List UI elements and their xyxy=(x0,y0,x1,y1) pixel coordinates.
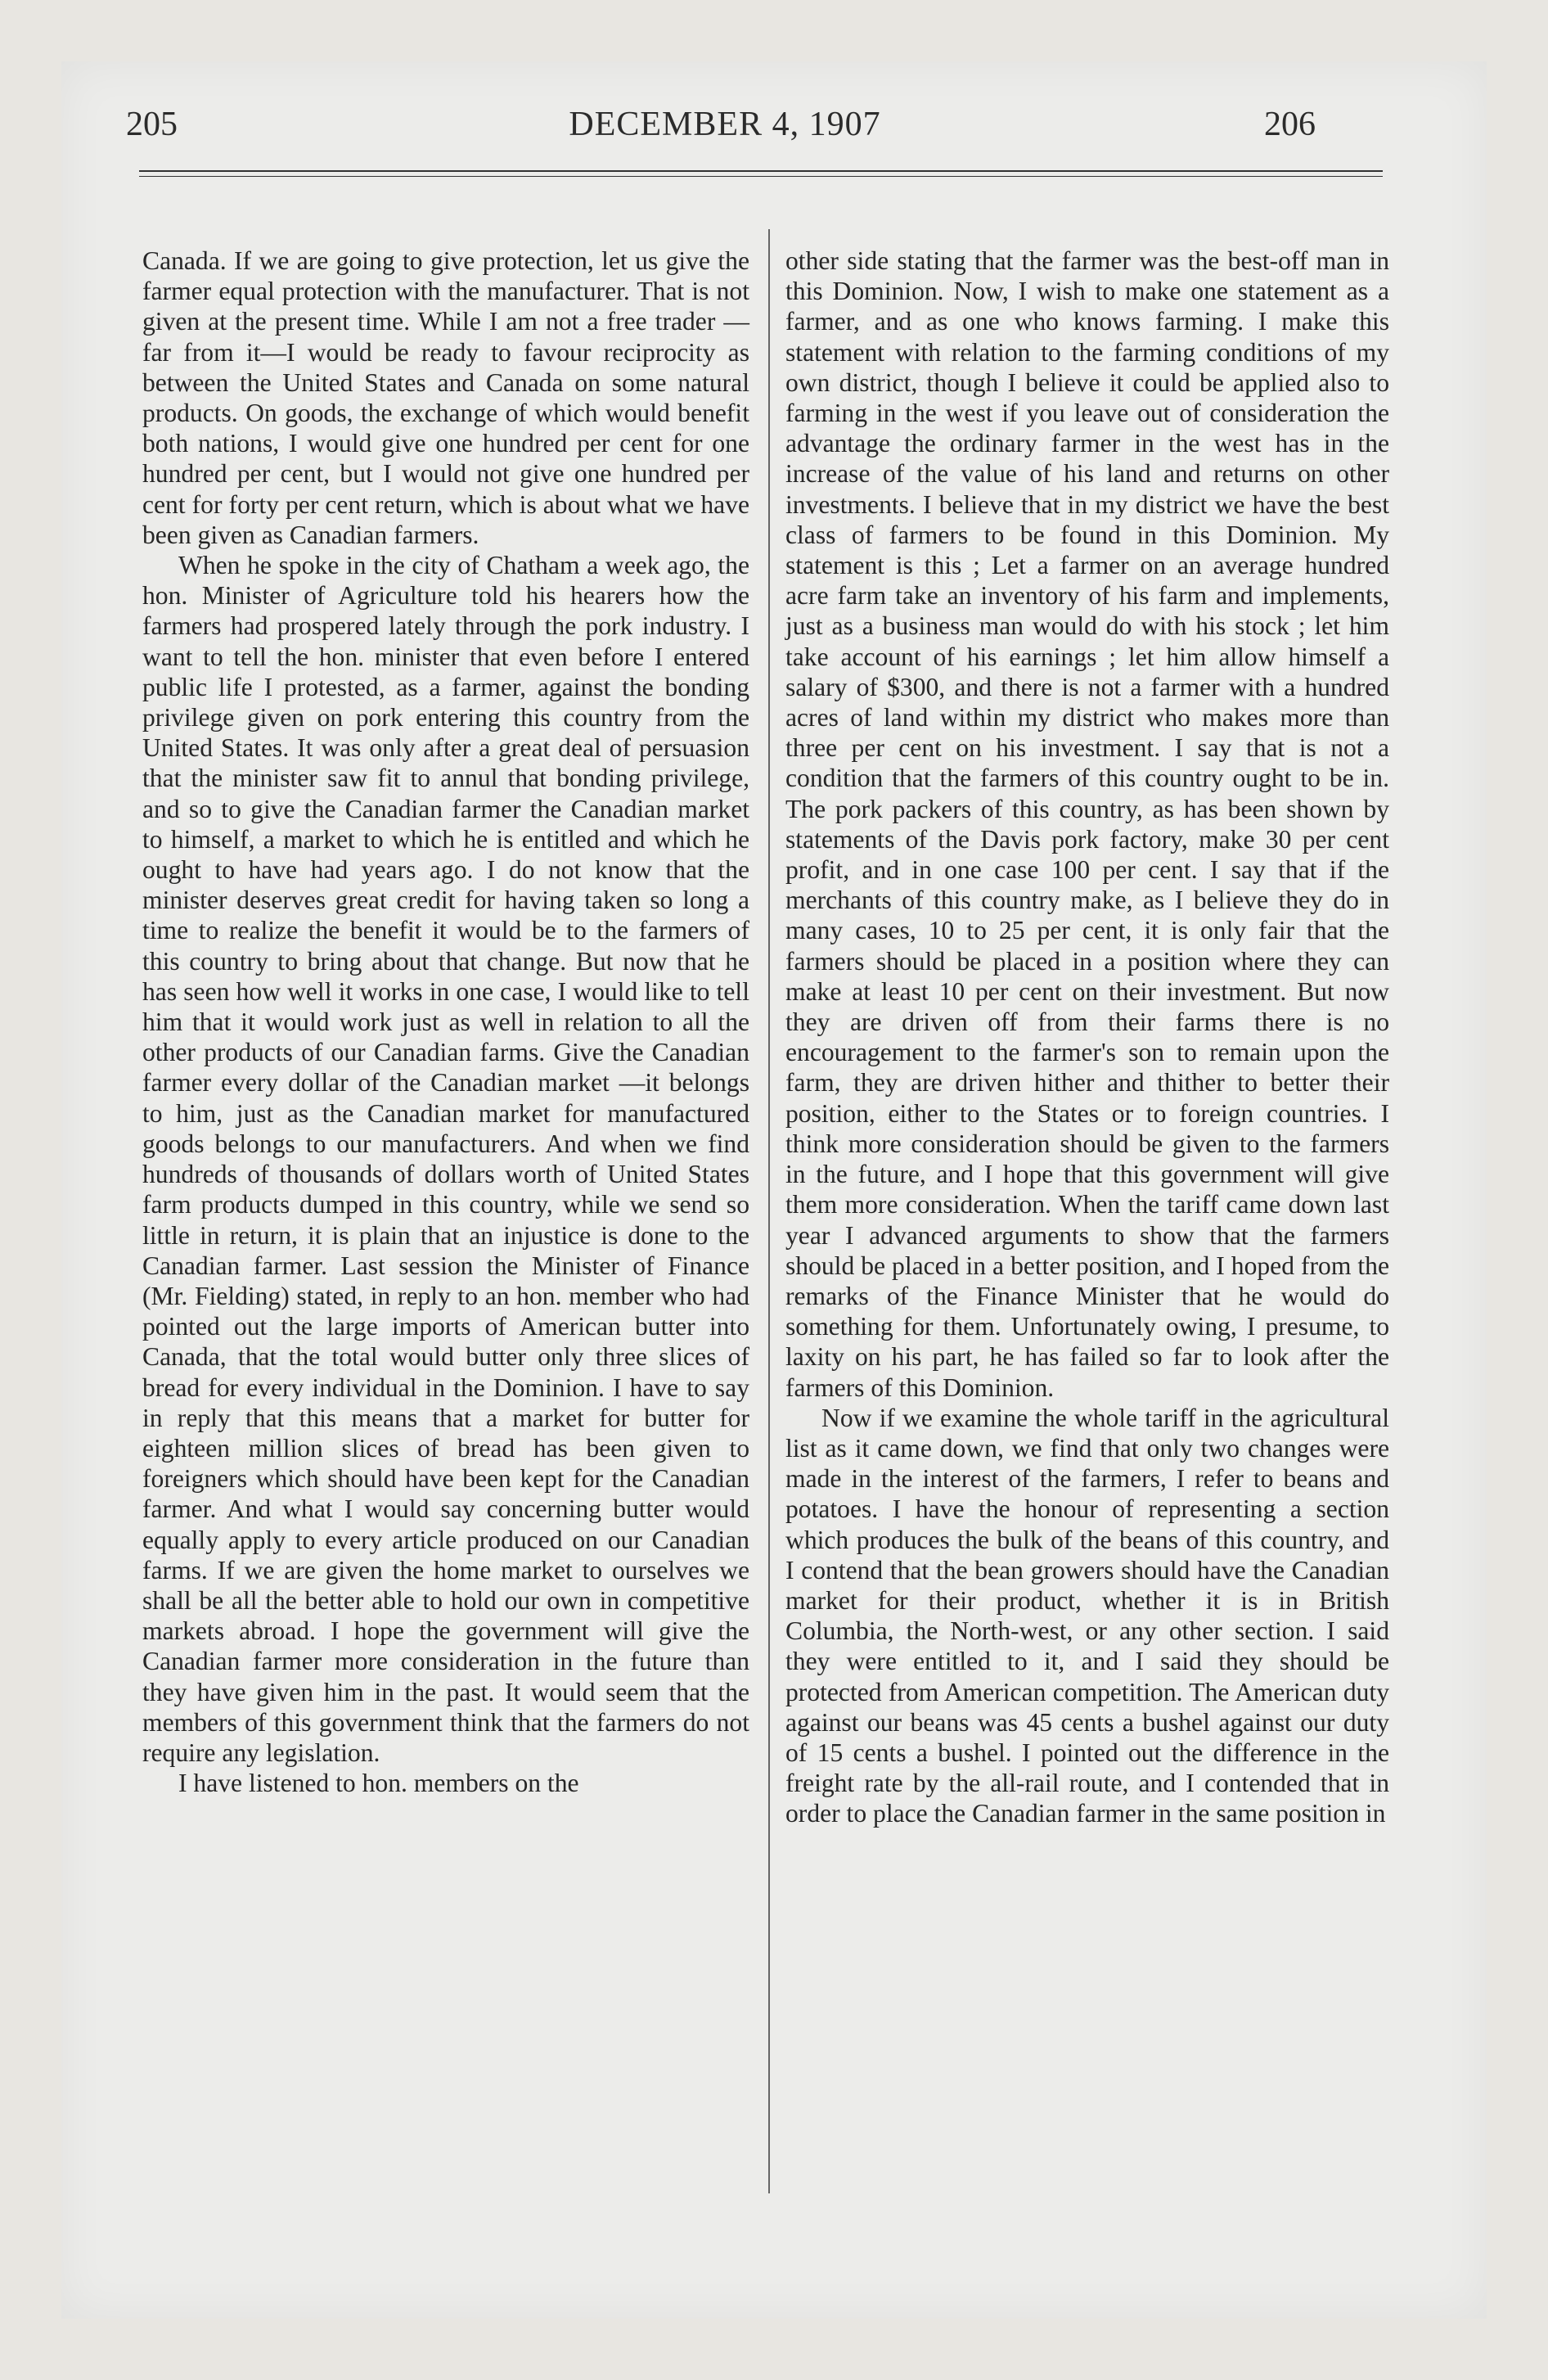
header-rule xyxy=(139,170,1383,177)
paragraph: When he spoke in the city of Chatham a week ago, the hon. Minister of Agriculture told his hearers how the farmers had prospered lately through the pork industry. I want to tell the hon. minister that even before I entered public life I protested, as a farmer, against the bonding privilege given on pork entering this country from the United States. It was only after a great deal of persuasion that the minister saw fit to annul that bonding privilege, and so to give the Canadian farmer the Canadian market to himself, a market to which he is entitled and which he ought to have had years ago. I do not know that the minister deserves great credit for having taken so long a time to realize the benefit it would be to the farmers of this country to bring about that change. But now that he has seen how well it works in one case, I would like to tell him that it would work just as well in relation to all the other products of our Canadian farms. Give the Canadian farmer every dollar of the Canadian market —it belongs to him, just as the Canadian market for manufactured goods belongs to our manufacturers. And when we find hundreds of thousands of dollars worth of United States farm products dumped in this country, while we send so little in return, it is plain that an injustice is done to the Canadian farmer. Last session the Minister of Finance (Mr. Fielding) stated, in reply to an hon. member who had pointed out the large imports of American butter into Canada, that the total would butter only three slices of bread for every individual in the Dominion. I have to say in reply that this means that a market for butter for eighteen million slices of bread has been given to foreigners which should have been kept for the Canadian farmer. And what I would say concerning butter would equally apply to every article produced on our Canadian farms. If we are given the home market to ourselves we shall be all the better able to hold our own in competitive markets abroad. I hope the government will give the Canadian farmer more consideration in the future than they have given him in the past. It would seem that the members of this government think that the farmers do not require any legislation. xyxy=(142,551,749,1767)
right-column xyxy=(785,246,1389,1829)
paragraph: Now if we examine the whole tariff in the agricultural list as it came down, we find that only two changes were made in the interest of the farmers, I refer to beans and potatoes. I have the honour of representing a section which produces the bulk of the beans of this country, and I contend that the bean growers should have the Canadian market for their product, whether it is in British Columbia, the North-west, or any other section. I said they were entitled to it, and I said they should be protected from American competition. The American duty against our beans was 45 cents a bushel against our duty of 15 cents a bushel. I pointed out the difference in the freight rate by the all-rail route, and I contended that in order to place the Canadian farmer in the same position in xyxy=(785,1403,1389,1828)
paragraph: other side stating that the farmer was the best-off man in this Dominion. Now, I wish to make one statement as a farmer, and as one who knows farming. I make this statement with relation to the farming conditions of my own district, though I believe it could be applied also to farming in the west if you leave out of consideration the advantage the ordinary farmer in the west has in the increase of the value of his land and returns on other investments. I believe that in my district we have the best class of farmers to be found in this Dominion. My statement is this ; Let a farmer on an average hundred acre farm take an inventory of his farm and implements, just as a business man would do with his stock ; let him take account of his earnings ; let him allow himself a salary of $300, and there is not a farmer with a hundred acres of land within my district who makes more than three per cent on his investment. I say that is not a condition that the farmers of this country ought to be in. The pork packers of this country, as has been shown by statements of the Davis pork factory, make 30 per cent profit, and in one case 100 per cent. I say that if the merchants of this country make, as I believe they do in many cases, 10 to 25 per cent, it is only fair that the farmers should be placed in a position where they can make at least 10 per cent on their investment. But now they are driven off from their farms there is no encouragement to the farmer's son to remain upon the farm, they are driven hither and thither to better their position, either to the States or to foreign countries. I think more consideration should be given to the farmers in the future, and I hope that this government will give them more consideration. When the tariff came down last year I advanced arguments to show that the farmers should be placed in a better position, and I hoped from the remarks of the Finance Minister that he would do something for them. Unfortunately owing, I presume, to laxity on his part, he has failed so far to look after the farmers of this Dominion. xyxy=(785,246,1389,1402)
column-divider xyxy=(768,229,770,2193)
paragraph: I have listened to hon. members on the xyxy=(178,1769,579,1798)
page-header xyxy=(110,105,1340,154)
paragraph: Canada. If we are going to give protection, let us give the farmer equal protection with the manufacturer. That is not given at the present time. While I am not a free trader —far from it—I would be ready to favour reciprocity as between the United States and Canada on some natural products. On goods, the exchange of which would benefit both nations, I would give one hundred per cent for one hundred per cent, but I would not give one hundred per cent for forty per cent return, which is about what we have been given as Canadian farmers. xyxy=(142,246,749,549)
left-column xyxy=(142,246,749,1798)
page-number-right: 206 xyxy=(1264,106,1316,143)
page-number-left: 205 xyxy=(126,106,178,143)
header-date: DECEMBER 4, 1907 xyxy=(569,106,881,143)
